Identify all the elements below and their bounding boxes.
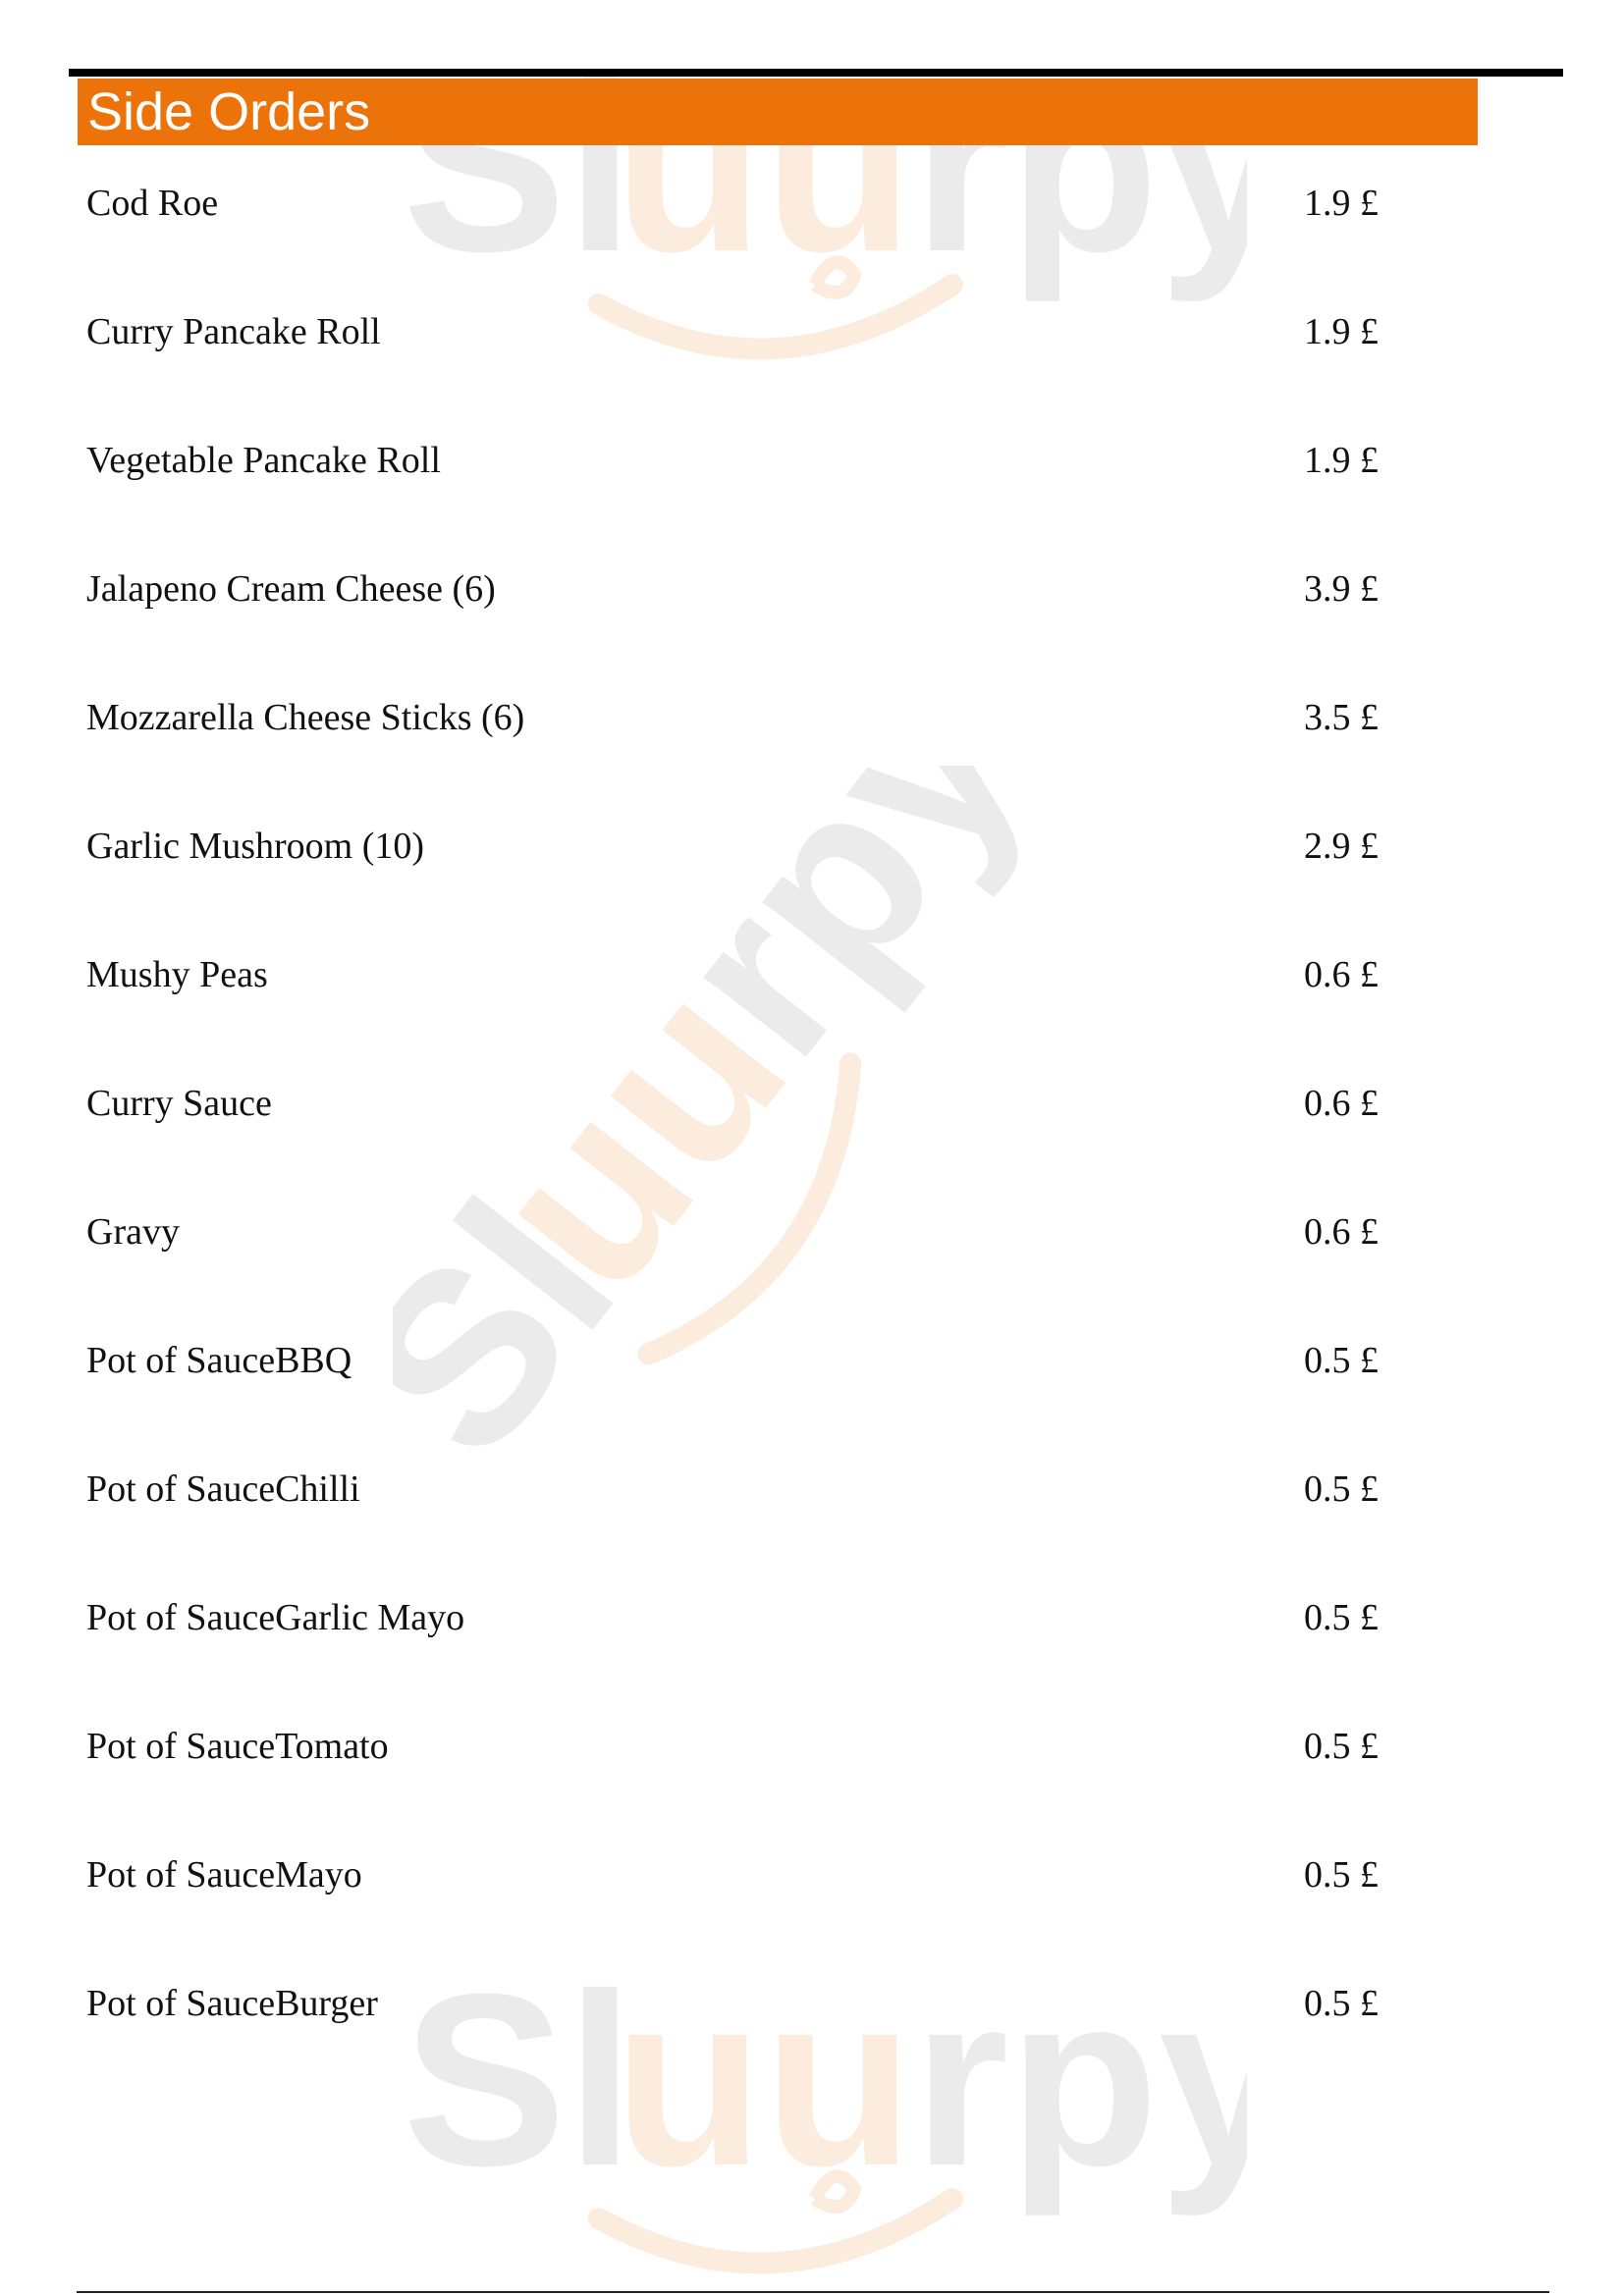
item-name: Cod Roe (86, 183, 219, 224)
svg-text:rpy: rpy (913, 1953, 1247, 2216)
svg-text:uu: uu (614, 39, 914, 302)
svg-text:uu: uu (614, 1953, 914, 2216)
item-name: Gravy (86, 1211, 180, 1253)
menu-item (86, 1583, 1402, 1652)
menu-item (86, 940, 1402, 1009)
menu-item (86, 1198, 1402, 1266)
item-name: Mushy Peas (86, 954, 268, 995)
item-name: Pot of SauceChilli (86, 1468, 360, 1510)
item-price: 1.9 £ (1304, 183, 1379, 224)
item-price: 0.6 £ (1304, 1211, 1379, 1253)
top-divider (69, 69, 1563, 77)
menu-item (86, 1455, 1402, 1523)
menu-item (86, 683, 1402, 752)
item-name: Vegetable Pancake Roll (86, 440, 441, 481)
item-price: 3.9 £ (1304, 568, 1379, 610)
menu-item (86, 1069, 1402, 1138)
item-price: 0.5 £ (1304, 1854, 1379, 1896)
item-price: 1.9 £ (1304, 440, 1379, 481)
menu-item (86, 1969, 1402, 2038)
menu-item (86, 1712, 1402, 1781)
svg-text:rpy: rpy (913, 39, 1247, 302)
item-price: 1.9 £ (1304, 311, 1379, 352)
menu-item (86, 297, 1402, 366)
item-name: Pot of SauceBurger (86, 1983, 378, 2024)
item-name: Pot of SauceGarlic Mayo (86, 1597, 465, 1638)
svg-text:Sl: Sl (393, 1152, 666, 1505)
item-price: 0.5 £ (1304, 1597, 1379, 1638)
section-title: Side Orders (87, 82, 371, 141)
item-price: 0.5 £ (1304, 1468, 1379, 1510)
menu-item (86, 555, 1402, 623)
svg-text:Sl: Sl (403, 1953, 635, 2216)
item-price: 0.6 £ (1304, 1083, 1379, 1124)
menu-item (86, 426, 1402, 495)
item-name: Garlic Mushroom (10) (86, 826, 425, 867)
item-name: Pot of SauceTomato (86, 1726, 389, 1767)
item-name: Pot of SauceMayo (86, 1854, 362, 1896)
svg-text:Sl: Sl (403, 39, 635, 302)
menu-item (86, 1841, 1402, 1909)
item-name: Mozzarella Cheese Sticks (6) (86, 697, 525, 738)
item-name: Pot of SauceBBQ (86, 1340, 352, 1381)
menu-item (86, 169, 1402, 238)
section-header (78, 79, 1478, 145)
item-name: Curry Pancake Roll (86, 311, 381, 352)
menu-item (86, 1326, 1402, 1395)
item-price: 0.5 £ (1304, 1726, 1379, 1767)
item-price: 0.6 £ (1304, 954, 1379, 995)
item-name: Curry Sauce (86, 1083, 272, 1124)
item-price: 0.5 £ (1304, 1340, 1379, 1381)
bottom-divider (77, 2291, 1549, 2293)
item-price: 3.5 £ (1304, 697, 1379, 738)
item-name: Jalapeno Cream Cheese (6) (86, 568, 496, 610)
svg-text:rpy: rpy (621, 766, 1072, 1102)
svg-text:uu: uu (436, 933, 838, 1339)
menu-item (86, 812, 1402, 881)
item-price: 2.9 £ (1304, 826, 1379, 867)
item-price: 0.5 £ (1304, 1983, 1379, 2024)
